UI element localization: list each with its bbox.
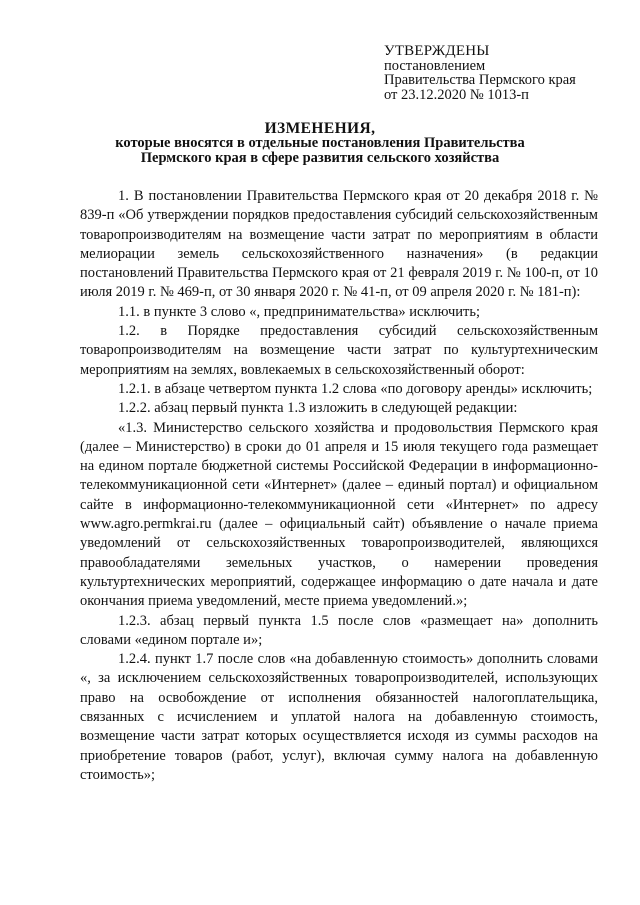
approval-stamp — [384, 44, 576, 102]
approval-line-2: Правительства Пермского края — [384, 72, 576, 88]
paragraph-1-1: 1.1. в пункте 3 слово «, предпринимательства» исключить; — [118, 303, 480, 320]
paragraph-1-2-1: 1.2.1. в абзаце четвертом пункта 1.2 слова «по договору аренды» исключить; — [118, 380, 593, 397]
document-subtitle — [0, 136, 640, 166]
document-body — [80, 187, 598, 785]
paragraph-1-2-3: 1.2.3. абзац первый пункта 1.5 после слов «размещает на» дополнить словами «едином портале и»; — [80, 612, 598, 648]
subtitle-line-2: Пермского края в сфере развития сельского хозяйства — [140, 150, 500, 166]
paragraph-1-2: 1.2. в Порядке предоставления субсидий сельскохозяйственным товаропроизводителям на возмещение части затрат по культуртехническим мероприятиям на землях, вовлекаемых в сельскохозяйственный оборот: — [80, 323, 598, 378]
paragraph-1: 1. В постановлении Правительства Пермского края от 20 декабря 2018 г. № 839-п «Об утверждении порядков предоставления субсидий сельскохозяйственным товаропроизводителям на возмещение части затрат по мероприятиям в области мелиорации земель сельскохозяйственного назначения» (в редакции постановлений Правительства Пермского края от 21 февраля 2019 г. № 100-п, от 10 июля 2019 г. № 469-п, от 30 января 2020 г. № 41-п, от 09 апреля 2020 г. № 181-п): — [80, 188, 598, 301]
paragraph-quote-1-3: «1.3. Министерство сельского хозяйства и продовольствия Пермского края (далее – Министерство) в сроки до 01 апреля и 15 июля текущего года размещает на едином портале бюджетной системы Российской Федерации в информационно-телекоммуникационной сети «Интернет» (далее – единый портал) и официальном сайте в информационно-телекоммуникационной сети «Интернет» по адресу www.agro.permkrai.ru (далее – официальный сайт) объявление о начале приема уведомлений от сельскохозяйственных товаропроизводителей, являющихся правообладателями земельных участков, о намерении проведения культуртехнических мероприятий, содержащее информацию о дате начала и дате окончания приема уведомлений, месте приема уведомлений.»; — [80, 419, 598, 610]
paragraph-1-2-2: 1.2.2. абзац первый пункта 1.3 изложить в следующей редакции: — [118, 400, 518, 417]
approval-heading: УТВЕРЖДЕНЫ — [384, 43, 490, 59]
subtitle-line-1: которые вносятся в отдельные постановления Правительства — [115, 135, 525, 151]
paragraph-1-2-4: 1.2.4. пункт 1.7 после слов «на добавленную стоимость» дополнить словами «, за исключением сельскохозяйственных товаропроизводителей, использующих право на освобождение от исполнения обязанностей налогоплательщика, связанных с исчислением и уплатой налога на добавленную стоимость, возмещение части затрат которых осуществляется исходя из суммы расходов на приобретение товаров (работ, услуг), включая сумму налога на добавленную стоимость»; — [80, 651, 598, 783]
approval-line-3: от 23.12.2020 № 1013-п — [384, 86, 529, 103]
approval-line-1: постановлением — [384, 57, 486, 74]
document-title: ИЗМЕНЕНИЯ, — [264, 120, 376, 137]
